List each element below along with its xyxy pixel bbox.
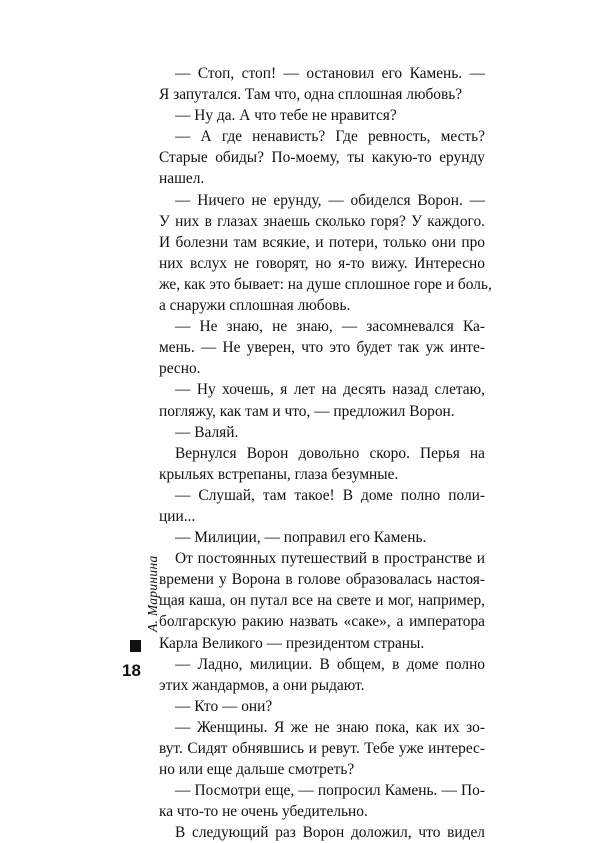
text-line: Я запутался. Там что, одна сплошная любовь? bbox=[159, 86, 463, 104]
text-line: — Не знаю, не знаю, — засомневался Ка- bbox=[175, 318, 485, 336]
text-line: болгарскую ракию назвать «саке», а императора bbox=[159, 613, 485, 631]
text-line: Вернулся Ворон довольно скоро. Перья на bbox=[175, 444, 485, 462]
text-line: — Ну да. А что тебе не нравится? bbox=[175, 107, 397, 125]
text-line: — Слушай, там такое! В доме полно поли- bbox=[175, 486, 485, 504]
text-line: а снаружи сплошная любовь. bbox=[159, 297, 351, 315]
text-line: крыльях встрепаны, глаза безумные. bbox=[159, 465, 399, 483]
text-line: — Милиции, — поправил его Камень. bbox=[175, 529, 427, 547]
text-line: вут. Сидят обнявшись и ревут. Тебе уже интерес- bbox=[159, 740, 485, 757]
text-line: — Женщины. Я же не знаю пока, как их зо- bbox=[175, 718, 485, 736]
text-line: Старые обиды? По-моему, ты какую-то ерунду bbox=[159, 149, 485, 167]
body-text bbox=[159, 63, 492, 843]
running-head-author: А. Маринина bbox=[145, 555, 160, 632]
text-line: но или еще дальше смотреть? bbox=[159, 761, 355, 779]
page-marker-square bbox=[130, 640, 141, 652]
text-line: — Ладно, милиции. В общем, в доме полно bbox=[175, 655, 485, 673]
text-line: них вслух не говорят, но я-то вижу. Интересно bbox=[159, 254, 485, 272]
text-line: нашел. bbox=[159, 170, 205, 188]
text-line: — Ну хочешь, я лет на десять назад слетаю, bbox=[175, 381, 485, 399]
text-line: погляжу, как там и что, — предложил Ворон. bbox=[159, 402, 455, 420]
text-line: От постоянных путешествий в пространстве и bbox=[175, 550, 485, 568]
text-line: времени у Ворона в голове образовалась настоя- bbox=[159, 571, 485, 589]
text-line: Карла Великого — президентом страны. bbox=[159, 634, 425, 652]
text-line: — А где ненависть? Где ревность, месть? bbox=[175, 128, 485, 146]
text-line: этих жандармов, а они рыдают. bbox=[159, 676, 365, 694]
text-line: — Валяй. bbox=[175, 423, 239, 441]
text-line: мень. — Не уверен, что это будет так уж инте- bbox=[159, 339, 485, 357]
text-line: — Стоп, стоп! — остановил его Камень. — bbox=[175, 65, 485, 82]
text-line: И болезни там всякие, и потери, только они про bbox=[159, 233, 485, 251]
text-line: — Посмотри еще, — попросил Камень. — По- bbox=[175, 782, 485, 800]
text-line: В следующий раз Ворон доложил, что видел bbox=[175, 824, 485, 842]
text-line: щая каша, он путал все на свете и мог, например, bbox=[159, 592, 485, 610]
text-line: — Кто — они? bbox=[175, 697, 273, 715]
text-line: ции... bbox=[159, 507, 196, 525]
page-number: 18 bbox=[122, 661, 141, 680]
text-line: — Ничего не ерунду, — обиделся Ворон. — bbox=[175, 191, 485, 209]
text-line: же, как это бывает: на душе сплошное горе и боль, bbox=[159, 275, 492, 293]
text-line: ресно. bbox=[159, 360, 201, 378]
text-line: У них в глазах знаешь сколько горя? У каждого. bbox=[159, 212, 485, 230]
text-line: ка что-то не очень убедительно. bbox=[159, 803, 368, 821]
